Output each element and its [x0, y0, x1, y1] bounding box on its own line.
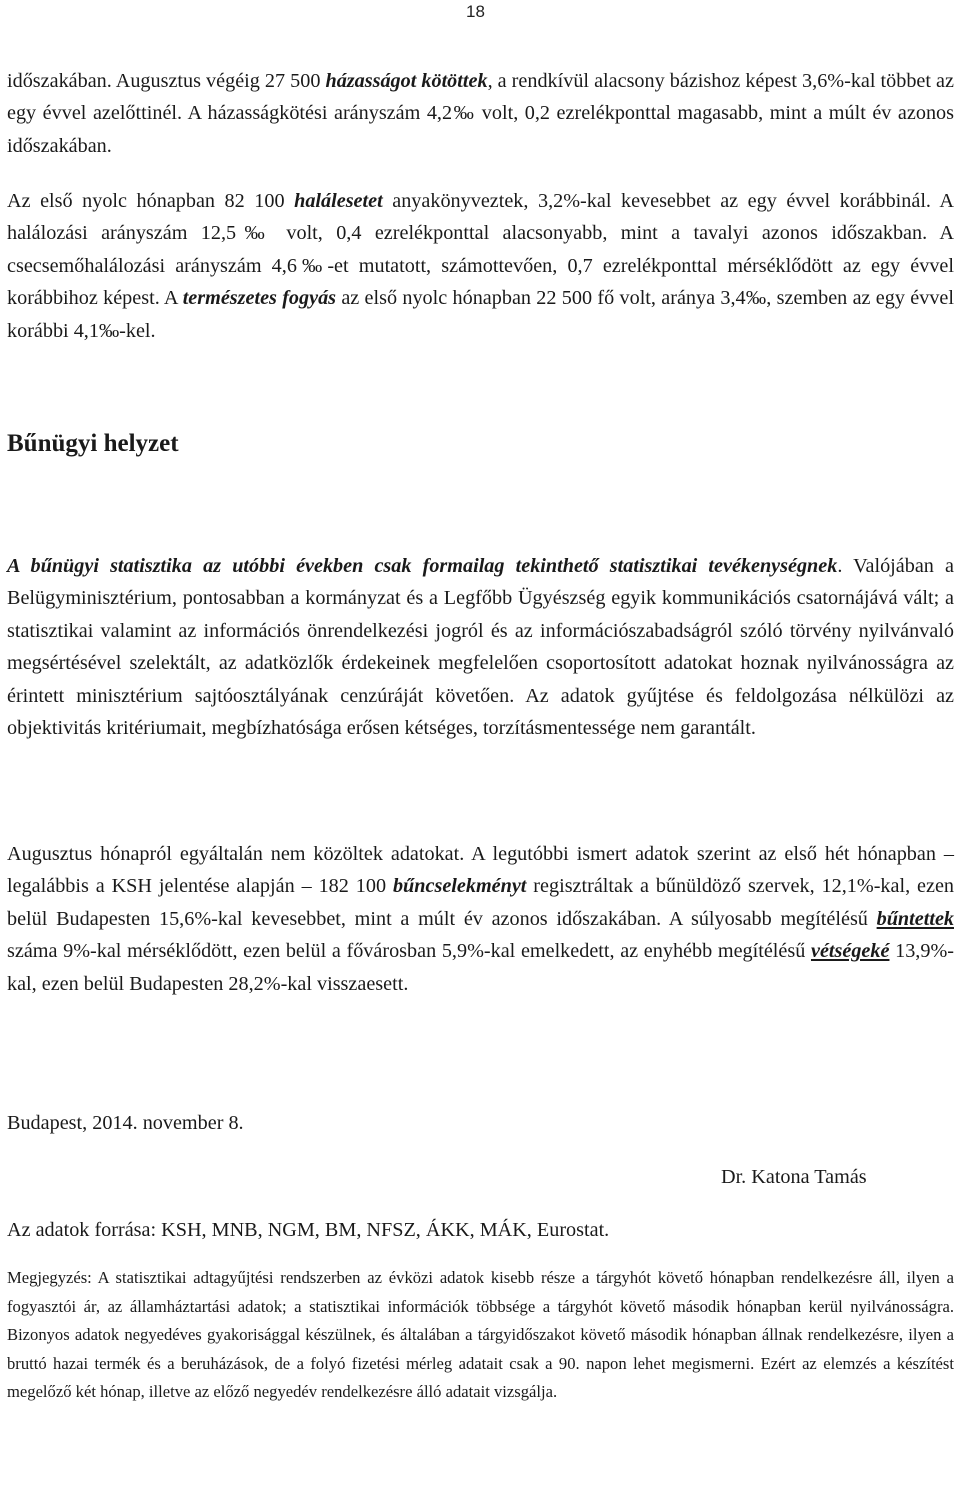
text: száma 9%-kal mérséklődött, ezen belül a fővárosban 5,9%-kal emelkedett, az enyhébb megítélésű — [7, 940, 811, 963]
emphasis-misdemeanors: vétségeké — [810, 940, 890, 963]
paragraph-crime-statistics — [7, 550, 954, 744]
paragraph-deaths — [7, 185, 954, 347]
text: anyakönyveztek, 3,2%-kal kevesebbet az egy évvel korábbinál. A halálozási arányszám 12,5‰ volt, 0,4 ezrelékponttal alacsonyabb, mint a tavalyi azonos időszakban. A csecsemőhalálozási arányszám 4,6‰-et mutatott, számottevően, 0,7 ezrelékponttal mérséklődött az egy évvel korábbihoz képest. A — [7, 190, 954, 310]
text: időszakában. Augusztus végéig 27 500 — [7, 70, 326, 92]
signature-name: Dr. Katona Tamás — [721, 1166, 867, 1188]
text: 13,9%-kal, ezen belül Budapesten 28,2%-kal visszaesett. — [7, 940, 954, 995]
text: az első nyolc hónapban 22 500 fő volt, aránya 3,4‰, szemben az egy évvel korábbi 4,1‰-kel. — [7, 287, 954, 342]
lead-sentence: A bűnügyi statisztika az utóbbi években csak formailag tekinthető statisztikai tevékenységnek — [7, 555, 838, 577]
emphasis-natural-decrease: természetes fogyás — [182, 287, 337, 310]
footnote: Megjegyzés: A statisztikai adtagyűjtési rendszerben az évközi adatok kisebb része a tárgyhót követő hónapban rendelkezésre áll, ilyen a fogyasztói ár, az államháztartási adatok; a statisztikai információk többsége a tárgyhót követő második hónapban kerül nyilvánosságra. Bizonyos adatok negyedéves gyakorisággal készülnek, és általában a tárgyidőszakot követő második hónapban állnak rendelkezésre, ilyen a bruttó hazai termék és a beruházások, de a folyó fizetési mérleg adatait csak a 90. napon lehet megismerni. Ezért az elemzés a készítést megelőző két hónap, illetve az előző negyedév rendelkezésre álló adatait vizsgálja. — [7, 1268, 954, 1401]
text: , a rendkívül alacsony bázishoz képest 3,6%-kal többet az egy évvel azelőttinél. A házasságkötési arányszám 4,2‰ volt, 0,2 ezrelékponttal magasabb, mint a múlt év azonos időszakában. — [7, 70, 954, 157]
place-date: Budapest, 2014. november 8. — [7, 1112, 244, 1134]
paragraph-marriages — [7, 65, 954, 162]
text: Az első nyolc hónapban 82 100 — [7, 190, 295, 212]
text: Augusztus hónapról egyáltalán nem közöltek adatokat. A legutóbbi ismert adatok szerint az első hét hónapban – legalábbis a KSH jelentése alapján – 182 100 — [7, 843, 954, 898]
data-sources: Az adatok forrása: KSH, MNB, NGM, BM, NFSZ, ÁKK, MÁK, Eurostat. — [7, 1219, 610, 1241]
page-number: 18 — [466, 2, 485, 21]
paragraph-crime-data — [7, 838, 954, 1000]
text: regisztráltak a bűnüldöző szervek, 12,1%-kal, ezen belül Budapesten 15,6%-kal kevesebbet, mint a múlt év azonos időszakában. A súlyosabb megítélésű — [7, 875, 954, 930]
emphasis-felonies: bűntettek — [876, 907, 954, 930]
text: . Valójában a Belügyminisztérium, pontosabban a kormányzat és a Legfőbb Ügyészség egyik kommunikációs csatornájává vált; a statisztikai valamint az információs önrendelkezési jogról és az információszabadságról szóló törvény nyilvánvaló megsértésével szelektált, az adatközlők érdekeinek megfelelően csoportosított adatokat hoznak nyilvánosságra az érintett minisztérium sajtóosztályának cenzúráját követően. Az adatok gyűjtése és feldolgozása nélkülözi az objektivitás kritériumait, megbízhatósága erősen kétséges, torzításmentessége nem garantált. — [7, 555, 954, 740]
emphasis-marriages: házasságot kötöttek — [325, 70, 488, 92]
emphasis-deaths: halálesetet — [294, 190, 383, 212]
emphasis-crimes: bűncselekményt — [392, 875, 527, 898]
section-heading-crime: Bűnügyi helyzet — [7, 430, 179, 457]
